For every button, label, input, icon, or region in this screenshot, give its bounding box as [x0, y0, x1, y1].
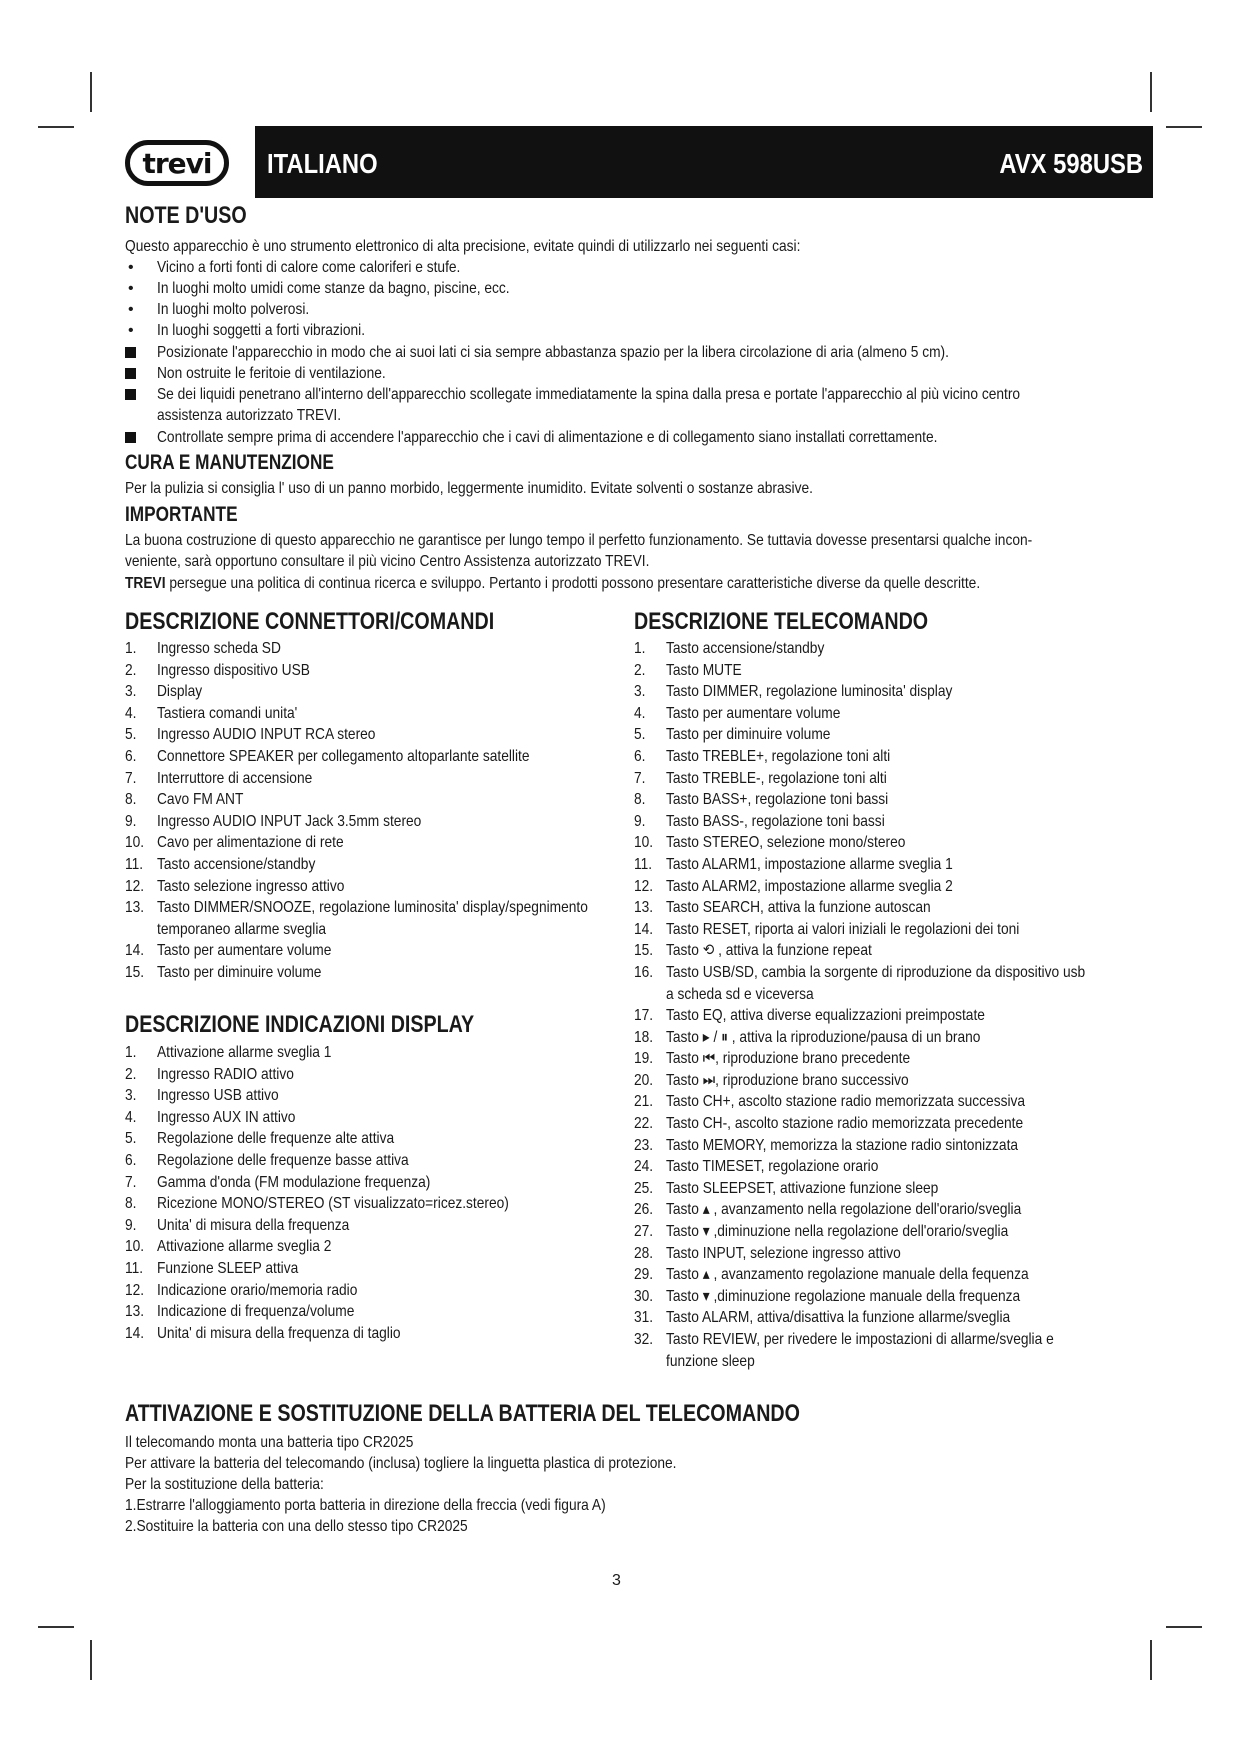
list-item: 2. Tasto MUTE: [634, 661, 742, 679]
list-item: 3. Tasto DIMMER, regolazione luminosita' display: [634, 683, 953, 701]
list-item: 11. Tasto ALARM1, impostazione allarme sveglia 1: [634, 855, 953, 873]
connettori-title: DESCRIZIONE CONNETTORI/COMANDI: [125, 608, 495, 635]
list-item: 32. Tasto REVIEW, per rivedere le impostazioni di allarme/sveglia e: [634, 1331, 1054, 1348]
cura-title: CURA E MANUTENZIONE: [125, 451, 334, 474]
list-item: 20. Tasto ⏭, riproduzione brano successivo: [634, 1071, 909, 1089]
crop-mark: [1150, 72, 1152, 112]
list-item: 6. Connettore SPEAKER per collegamento altoparlante satellite: [125, 747, 530, 765]
note-uso-intro: Questo apparecchio è uno strumento elettronico di alta precisione, evitate quindi di utilizzarlo nei seguenti casi:: [125, 238, 801, 255]
list-item: 9. Tasto BASS-, regolazione toni bassi: [634, 812, 885, 830]
batteria-line-4: 1.Estrarre l'alloggiamento porta batteria in direzione della freccia (vedi figura A): [125, 1497, 606, 1514]
display-list: [125, 1042, 605, 1344]
model-label: AVX 598USB: [999, 148, 1143, 179]
display-title: DESCRIZIONE INDICAZIONI DISPLAY: [125, 1011, 475, 1038]
list-item: 12. Tasto ALARM2, impostazione allarme sveglia 2: [634, 877, 953, 895]
list-item: 23. Tasto MEMORY, memorizza la stazione radio sintonizzata: [634, 1136, 1019, 1154]
list-item: 1. Attivazione allarme sveglia 1: [125, 1044, 332, 1061]
list-item: 1. Ingresso scheda SD: [125, 640, 281, 657]
list-item: 5. Ingresso AUDIO INPUT RCA stereo: [125, 726, 376, 744]
list-item: 16. Tasto USB/SD, cambia la sorgente di riproduzione da dispositivo usb: [634, 963, 1086, 981]
list-item: 8. Tasto BASS+, regolazione toni bassi: [634, 791, 889, 809]
list-item: 2. Ingresso dispositivo USB: [125, 661, 310, 679]
list-item: 4. Ingresso AUX IN attivo: [125, 1108, 296, 1126]
crop-mark: [1150, 1640, 1152, 1680]
list-item: 14. Unita' di misura della frequenza di taglio: [125, 1324, 401, 1342]
list-item: 8. Ricezione MONO/STEREO (ST visualizzato=ricez.stereo): [125, 1195, 509, 1213]
list-item: a scheda sd e viceversa: [666, 985, 814, 1003]
importante-line-3: TREVI persegue una politica di continua ricerca e sviluppo. Pertanto i prodotti possono presentare caratteristiche diverse da quelle descritte.: [125, 575, 981, 592]
page-number: 3: [612, 1572, 621, 1589]
list-item: 10. Tasto STEREO, selezione mono/stereo: [634, 834, 906, 852]
list-item: 15. Tasto per diminuire volume: [125, 963, 322, 981]
list-item: 6. Tasto TREBLE+, regolazione toni alti: [634, 747, 891, 765]
list-item: 15. Tasto ⟲ , attiva la funzione repeat: [634, 942, 872, 960]
list-item: 12. Indicazione orario/memoria radio: [125, 1281, 358, 1299]
batteria-line-5: 2.Sostituire la batteria con una dello stesso tipo CR2025: [125, 1518, 468, 1535]
importante-line-2: veniente, sarà opportuno consultare il più vicino Centro Assistenza autorizzato TREVI.: [125, 553, 650, 570]
header-bar: [255, 126, 1153, 198]
crop-mark: [90, 1640, 92, 1680]
crop-mark: [1166, 1626, 1202, 1628]
list-item: 11. Tasto accensione/standby: [125, 855, 316, 873]
batteria-line-1: Il telecomando monta una batteria tipo CR2025: [125, 1434, 414, 1451]
list-item: 30. Tasto ▾ ,diminuzione regolazione manuale della frequenza: [634, 1287, 1021, 1305]
list-item: 4. Tasto per aumentare volume: [634, 704, 841, 722]
list-item: 8. Cavo FM ANT: [125, 791, 244, 809]
crop-mark: [90, 72, 92, 112]
list-item: 14. Tasto per aumentare volume: [125, 942, 332, 960]
language-label: ITALIANO: [267, 148, 378, 179]
brand-name: TREVI: [125, 575, 166, 592]
list-item: 18. Tasto ▸ / ⏸ , attiva la riproduzione/pausa di un brano: [634, 1028, 981, 1046]
list-item: 3. Display: [125, 683, 203, 701]
list-item: 4. Tastiera comandi unita': [125, 704, 298, 722]
list-item: 26. Tasto ▴ , avanzamento nella regolazione dell'orario/sveglia: [634, 1201, 1022, 1219]
list-item: 10. Cavo per alimentazione di rete: [125, 834, 344, 852]
list-item: 14. Tasto RESET, riporta ai valori iniziali le regolazioni dei toni: [634, 920, 1020, 938]
list-item: 24. Tasto TIMESET, regolazione orario: [634, 1158, 879, 1176]
list-item: 9. Unita' di misura della frequenza: [125, 1216, 350, 1234]
list-item: 5. Regolazione delle frequenze alte attiva: [125, 1130, 395, 1148]
list-item: 29. Tasto ▴ , avanzamento regolazione manuale della fequenza: [634, 1266, 1029, 1284]
list-item: 5. Tasto per diminuire volume: [634, 726, 831, 744]
list-item: 17. Tasto EQ, attiva diverse equalizzazioni preimpostate: [634, 1007, 985, 1025]
list-item: 3. Ingresso USB attivo: [125, 1087, 279, 1105]
list-item: 27. Tasto ▾ ,diminuzione nella regolazione dell'orario/sveglia: [634, 1223, 1009, 1241]
list-item: 13. Indicazione di frequenza/volume: [125, 1303, 355, 1321]
list-item: 21. Tasto CH+, ascolto stazione radio memorizzata successiva: [634, 1093, 1026, 1111]
list-item: 7. Tasto TREBLE-, regolazione toni alti: [634, 769, 887, 787]
cura-text: Per la pulizia si consiglia l' uso di un panno morbido, leggermente inumidito. Evitate solventi o sostanze abrasive.: [125, 480, 813, 497]
list-item: 31. Tasto ALARM, attiva/disattiva la funzione allarme/sveglia: [634, 1309, 1011, 1327]
crop-mark: [1166, 126, 1202, 128]
crop-mark: [38, 126, 74, 128]
list-item: funzione sleep: [666, 1352, 755, 1370]
list-item: 13. Tasto DIMMER/SNOOZE, regolazione luminosita' display/spegnimento: [125, 899, 588, 917]
list-item: 10. Attivazione allarme sveglia 2: [125, 1238, 332, 1256]
list-item: 7. Gamma d'onda (FM modulazione frequenza): [125, 1173, 431, 1191]
list-item: 2. Ingresso RADIO attivo: [125, 1065, 294, 1083]
list-item: 11. Funzione SLEEP attiva: [125, 1259, 299, 1277]
list-item: 22. Tasto CH-, ascolto stazione radio memorizzata precedente: [634, 1115, 1024, 1133]
list-item: 25. Tasto SLEEPSET, attivazione funzione sleep: [634, 1179, 939, 1197]
trevi-logo: trevi: [125, 140, 229, 186]
note-uso-title: NOTE D'USO: [125, 202, 247, 229]
batteria-line-3: Per la sostituzione della batteria:: [125, 1476, 324, 1493]
list-item: 1. Tasto accensione/standby: [634, 640, 825, 657]
crop-mark: [38, 1626, 74, 1628]
importante-title: IMPORTANTE: [125, 503, 238, 526]
importante-line-1: La buona costruzione di questo apparecchio ne garantisce per lungo tempo il perfetto funzionamento. Se tuttavia dovesse presentarsi qualche incon-: [125, 532, 1033, 549]
list-item-continuation: assistenza autorizzato TREVI.: [157, 407, 342, 424]
list-item: 19. Tasto ⏮, riproduzione brano precedente: [634, 1050, 911, 1068]
list-item: 7. Interruttore di accensione: [125, 769, 313, 787]
list-item: 6. Regolazione delle frequenze basse attiva: [125, 1151, 409, 1169]
connettori-list: [125, 638, 645, 984]
page-header: [125, 126, 1153, 198]
list-item: 13. Tasto SEARCH, attiva la funzione autoscan: [634, 899, 931, 917]
manual-page: trevi ITALIANO AVX 598USB NOTE D'USO Questo apparecchio è uno strumento elettronico di alta precisione, evitate quindi di utilizzarlo nei seguenti casi: • Vicino a forti fonti di calore come caloriferi e stufe. • In luoghi molto umidi come stanze da bagno, piscine, ecc. • In luoghi molto polverosi. • In luoghi soggetti a forti vibrazioni. Posizionate l'apparecchio in modo che ai suoi lati ci sia sempre abbastanza spazio per la libera circolazione di aria (almeno 5 cm). Non ostruite le feritoie di ventilazione. Se dei liquidi penetrano all'interno dell'apparecchio scollegate immediatamente la spina dalla presa e portate l'apparecchio al più vicino centro assistenza autorizzato TREVI. Controllate sempre prima di accendere l'apparecchio che i cavi di alimentazione e di collegamento siano installati correttamente. CURA E MANUTENZIONE Per la pulizia si consiglia l' uso di un panno morbido, leggermente inumidito. Evitate solventi o sostanze abrasive. IMPORTANTE La buona costruzione di questo apparecchio ne garantisce per lungo tempo il perfetto funzionamento. Se tuttavia dovesse presentarsi qualche incon- veniente, sarà opportuno consultare il più vicino Centro Assistenza autorizzato TREVI. TREVI persegue una politica di continua ricerca e sviluppo. Pertanto i prodotti possono presentare caratteristiche diverse da quelle descritte. DESCRIZIONE CONNETTORI/COMANDI 1. Ingresso scheda SD 2. Ingresso dispositivo USB 3. Display 4. Tastiera comandi unita' 5. Ingresso AUDIO INPUT RCA stereo 6. Connettore SPEAKER per collegamento altoparlante satellite 7. Interruttore di accensione 8. Cavo FM ANT 9. Ingresso AUDIO INPUT Jack 3.5mm stereo 10. Cavo per alimentazione di rete 11. Tasto accensione/standby 12. Tasto selezione ingresso attivo 13. Tasto DIMMER/SNOOZE, regolazione luminosita' display/spegnimento temporaneo allarme sveglia 14. Tasto per aumentare volume 15. Tasto per diminuire volume DESCRIZIONE INDICAZIONI DISPLAY 1. Attivazione allarme sveglia 1 2. Ingresso RADIO attivo 3. Ingresso USB attivo 4. Ingresso AUX IN attivo 5. Regolazione delle frequenze alte attiva 6. Regolazione delle frequenze basse attiva 7. Gamma d'onda (FM modulazione frequenza) 8. Ricezione MONO/STEREO (ST visualizzato=ricez.stereo) 9. Unita' di misura della frequenza 10. Attivazione allarme sveglia 2 11. Funzione SLEEP attiva 12. Indicazione orario/memoria radio 13. Indicazione di frequenza/volume 14. Unita' di misura della frequenza di taglio DESCRIZIONE TELECOMANDO 1. Tasto accensione/standby 2. Tasto MUTE 3. Tasto DIMMER, regolazione luminosita' display 4. Tasto per aumentare volume 5. Tasto per diminuire volume 6. Tasto TREBLE+, regolazione toni alti 7. Tasto TREBLE-, regolazione toni alti 8. Tasto BASS+, regolazione toni bassi 9. Tasto BASS-, regolazione toni bassi 10. Tasto STEREO, selezione mono/stereo 11. Tasto ALARM1, impostazione allarme sveglia 1 12. Tasto ALARM2, impostazione allarme sveglia 2 13. Tasto SEARCH, attiva la funzione autoscan 14. Tasto RESET, riporta ai valori iniziali le regolazioni dei toni 15. Tasto ⟲ , attiva la funzione repeat 16. Tasto USB/SD, cambia la sorgente di riproduzione da dispositivo usb a scheda sd e viceversa 17. Tasto EQ, attiva diverse equalizzazioni preimpostate 18. Tasto ▸ / ⏸ , attiva la riproduzione/pausa di un brano 19. Tasto ⏮, riproduzione brano precedente 20. Tasto ⏭, riproduzione brano successivo 21. Tasto CH+, ascolto stazione radio memorizzata successiva 22. Tasto CH-, ascolto stazione radio memorizzata precedente 23. Tasto MEMORY, memorizza la stazione radio sintonizzata 24. Tasto TIMESET, regolazione orario 25. Tasto SLEEPSET, attivazione funzione sleep 26. Tasto ▴ , avanzamento nella regolazione dell'orario/sveglia 27. Tasto ▾ ,diminuzione nella regolazione dell'orario/sveglia 28. Tasto INPUT, selezione ingresso attivo 29. Tasto ▴ , avanzamento regolazione manuale della fequenza 30. Tasto ▾ ,diminuzione regolazione manuale della frequenza 31. Tasto ALARM, attiva/disattiva la funzione allarme/sveglia 32. Tasto REVIEW, per rivedere le impostazioni di allarme/sveglia e funzione sleep ATTIVAZIONE E SOSTITUZIONE DELLA BATTERIA DEL TELECOMANDO Il telecomando monta una batteria tipo CR2025 Per attivare la batteria del telecomando (inclusa) togliere la linguetta plastica di protezione. Per la sostituzione della batteria: 1.Estrarre l'alloggiamento porta batteria in direzione della freccia (vedi figura A) 2.Sostituire la batteria con una dello stesso tipo CR2025 3: [0, 0, 1241, 1754]
list-item: 28. Tasto INPUT, selezione ingresso attivo: [634, 1244, 901, 1262]
batteria-title: ATTIVAZIONE E SOSTITUZIONE DELLA BATTERIA DEL TELECOMANDO: [125, 1400, 800, 1427]
telecomando-title: DESCRIZIONE TELECOMANDO: [634, 608, 929, 635]
list-item: 12. Tasto selezione ingresso attivo: [125, 877, 345, 895]
list-item: 9. Ingresso AUDIO INPUT Jack 3.5mm stereo: [125, 812, 422, 830]
list-item: temporaneo allarme sveglia: [157, 920, 327, 938]
batteria-line-2: Per attivare la batteria del telecomando (inclusa) togliere la linguetta plastica di protezione.: [125, 1455, 677, 1472]
telecomando-list: [634, 638, 1194, 1372]
